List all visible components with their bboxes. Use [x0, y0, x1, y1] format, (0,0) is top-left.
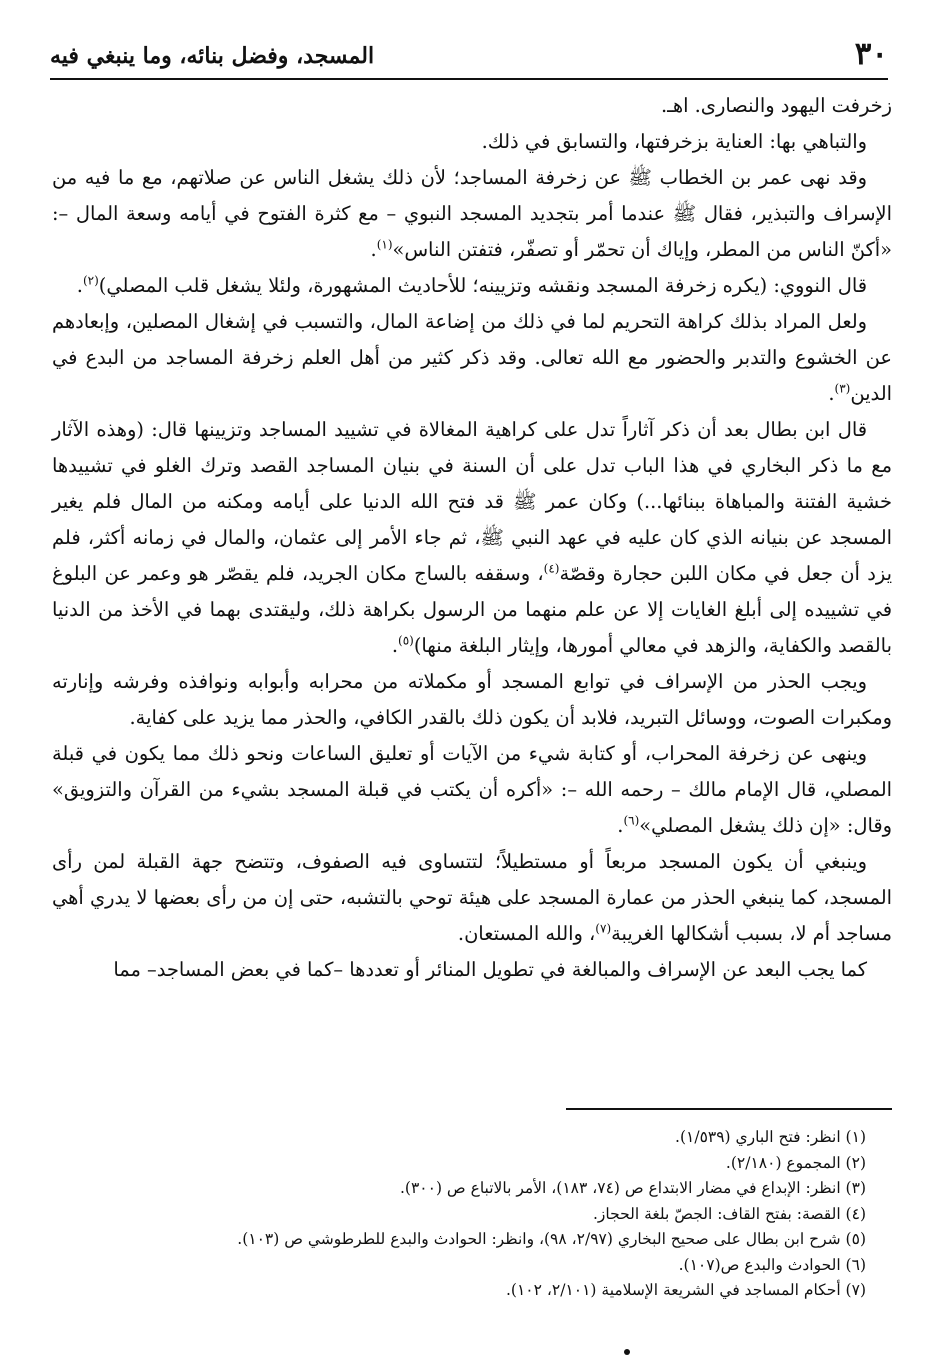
- paragraph-text: .: [617, 814, 624, 837]
- footnote: (٢) المجموع (٢/١٨٠).: [725, 1153, 866, 1172]
- footnote: (٧) أحكام المساجد في الشريعة الإسلامية (٢/١٠١، ١٠٢).: [505, 1281, 866, 1299]
- paragraph-text: .: [370, 238, 377, 261]
- paragraph: [52, 664, 892, 736]
- paragraph: [52, 88, 892, 124]
- header-rule: [50, 78, 888, 80]
- paragraph-text: قال النووي: (يكره زخرفة المسجد ونقشه وتزيينه؛ للأحاديث المشهورة، ولئلا يشغل قلب المصلي): [98, 274, 867, 297]
- paragraph-text: زخرفت اليهود والنصارى. اهـ.: [661, 94, 892, 117]
- paragraph-text: وينبغي أن يكون المسجد مربعاً أو مستطيلاً؛ لتتساوى فيه الصفوف، وتتضح جهة القبلة لمن رأى المسجد، كما ينبغي الحذر من عمارة المسجد على هيئة توحي بالتشبه، حتى إن من رأى بعضها لا يدري أهي مساجد أم لا، بسبب أشكالها الغريبة: [52, 850, 892, 945]
- footnote-reference: (٥): [398, 633, 414, 648]
- paragraph: [52, 844, 892, 952]
- paragraph-text: ولعل المراد بذلك كراهة التحريم لما في ذلك من إضاعة المال، والتسبب في إشغال المصلين، وإبعادهم عن الخشوع والتدبر والحضور مع الله تعالى. وقد ذكر كثير من أهل العلم زخرفة المساجد من البدع في الدين: [52, 310, 892, 405]
- paragraph-text: .: [828, 382, 835, 405]
- paragraph-text: ، وسقفه بالساج مكان الجريد، فلم يقصّر هو وعمر عن البلوغ في تشييده إلى أبلغ الغايات إلا عن علم منهما من الرسول بكراهة ذلك، وليقتدى بهما في الأخذ من الدنيا بالقصد والكفاية، والزهد في معالي أمورها، وإيثار البلغة منها): [52, 562, 892, 657]
- footnote: (٣) انظر: الإبداع في مضار الابتداع ص (٧٤، ١٨٣)، الأمر بالاتباع ص (٣٠٠).: [399, 1179, 866, 1197]
- footnote: (١) انظر: فتح الباري (١/٥٣٩).: [675, 1128, 866, 1146]
- printer-mark: [624, 1349, 630, 1355]
- footnote: (٤) القصة: بفتح القاف: الجصّ بلغة الحجاز.: [593, 1204, 866, 1223]
- paragraph-text: .: [76, 274, 83, 297]
- paragraph: [52, 268, 892, 304]
- footnote-reference: (١): [376, 237, 393, 252]
- footnote: (٥) شرح ابن بطال على صحيح البخاري (٢/٩٧، ٩٨)، وانظر: الحوادث والبدع للطرطوشي ص (١٠٣).: [237, 1230, 866, 1248]
- page-header: [50, 28, 888, 80]
- paragraph-text: .: [391, 634, 398, 657]
- main-text: [52, 88, 892, 988]
- page-number: ٣٠: [854, 36, 888, 72]
- paragraph: [52, 412, 892, 664]
- paragraph: [52, 736, 892, 844]
- footnote-separator: [566, 1108, 892, 1110]
- paragraph: [52, 160, 892, 268]
- paragraph-text: كما يجب البعد عن الإسراف والمبالغة في تطويل المنائر أو تعددها –كما في بعض المساجد– مما: [113, 958, 867, 981]
- footnote-reference: (٣): [834, 381, 851, 396]
- paragraph-text: ، والله المستعان.: [457, 922, 596, 945]
- footnote-reference: (٤): [543, 561, 560, 576]
- paragraph: [52, 304, 892, 412]
- paragraph-text: والتباهي بها: العناية بزخرفتها، والتسابق في ذلك.: [481, 130, 867, 153]
- paragraph-text: وينهى عن زخرفة المحراب، أو كتابة شيء من الآيات أو تعليق الساعات ونحو ذلك مما يكون في قبلة المصلي، قال الإمام مالك – رحمه الله –: «أكره أن يكتب في قبلة المسجد بشيء من القرآن والتزويق» وقال: «إن ذلك يشغل المصلي»: [52, 742, 892, 837]
- running-title: المسجد، وفضل بنائه، وما ينبغي فيه: [50, 43, 375, 69]
- paragraph: [52, 124, 892, 160]
- footnote-reference: (٧): [595, 921, 612, 936]
- paragraph-text: قال ابن بطال بعد أن ذكر آثاراً تدل على كراهية المغالاة في تشييد المساجد وتزيينها قال: (وهذه الآثار مع ما ذكر البخاري في هذا الباب تدل على أن السنة في بنيان المساجد القصد وترك الغلو في تشييدها خشية الفتنة والمباهاة ببنائها...) وكان عمر ﷺ قد فتح الله الدنيا على أيامه ومكنه من المال فلم يغير المسجد عن بنيانه الذي كان عليه في عهد النبي ﷺ، ثم جاء الأمر إلى عثمان، والمال في زمانه أكثر، فلم يزد أن جعل في مكان اللبن حجارة وقصّة: [52, 418, 892, 585]
- paragraph: [52, 952, 892, 988]
- footnote-reference: (٢): [82, 273, 99, 288]
- paragraph-text: وقد نهى عمر بن الخطاب ﷺ عن زخرفة المساجد؛ لأن ذلك يشغل الناس عن صلاتهم، مع ما فيه من الإسراف والتبذير، فقال ﷺ عندما أمر بتجديد المسجد النبوي – مع كثرة الفتوح في أيامه وسعة المال –: «أكنّ الناس من المطر، وإياك أن تحمّر أو تصفّر، فتفتن الناس»: [52, 166, 892, 261]
- footnotes: [60, 1125, 866, 1304]
- footnote-reference: (٦): [623, 813, 640, 828]
- paragraph-text: ويجب الحذر من الإسراف في توابع المسجد أو مكملاته من محرابه وأبوابه ونوافذه وفرشه وإنارته ومكبرات الصوت، ووسائل التبريد، فلابد أن يكون ذلك بالقدر الكافي، والحذر مما يزيد على كفاية.: [52, 670, 892, 729]
- footnote: (٦) الحوادث والبدع ص(١٠٧).: [678, 1255, 866, 1274]
